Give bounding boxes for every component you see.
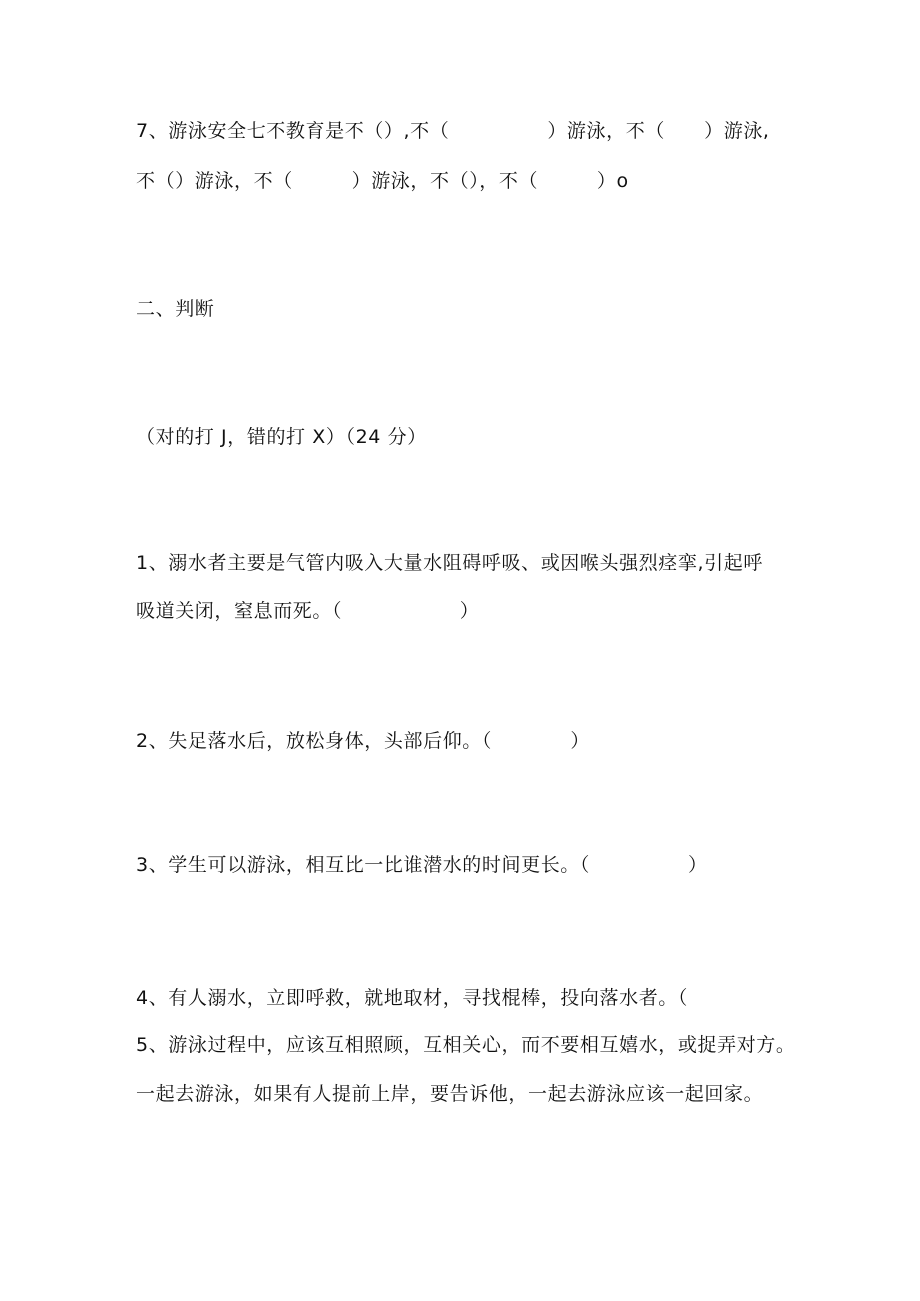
item-1-line-1: 1、溺水者主要是气管内吸入大量水阻碍呼吸、或因喉头强烈痉挛,引起呼 <box>136 552 763 574</box>
question-7-line-2: 不（）游泳，不（ ）游泳，不（），不（ ）o <box>136 170 629 192</box>
question-7-line-1: 7、游泳安全七不教育是不（）,不（ ）游泳，不（ ）游泳, <box>136 120 770 142</box>
item-3: 3、学生可以游泳，相互比一比谁潜水的时间更长。（ ） <box>136 854 708 876</box>
section-instruction: （对的打 J，错的打 X）（24 分） <box>136 426 427 448</box>
section-heading: 二、判断 <box>136 298 215 320</box>
item-2: 2、失足落水后，放松身体，头部后仰。（ ） <box>136 730 590 752</box>
item-5-line-1: 5、游泳过程中，应该互相照顾，互相关心，而不要相互嬉水，或捉弄对方。 <box>136 1034 796 1056</box>
item-5-line-2: 一起去游泳，如果有人提前上岸，要告诉他，一起去游泳应该一起回家。 <box>136 1083 764 1105</box>
item-4: 4、有人溺水，立即呼救，就地取材，寻找棍棒，投向落水者。（ <box>136 987 688 1009</box>
item-1-line-2: 吸道关闭，窒息而死。（ ） <box>136 600 480 622</box>
